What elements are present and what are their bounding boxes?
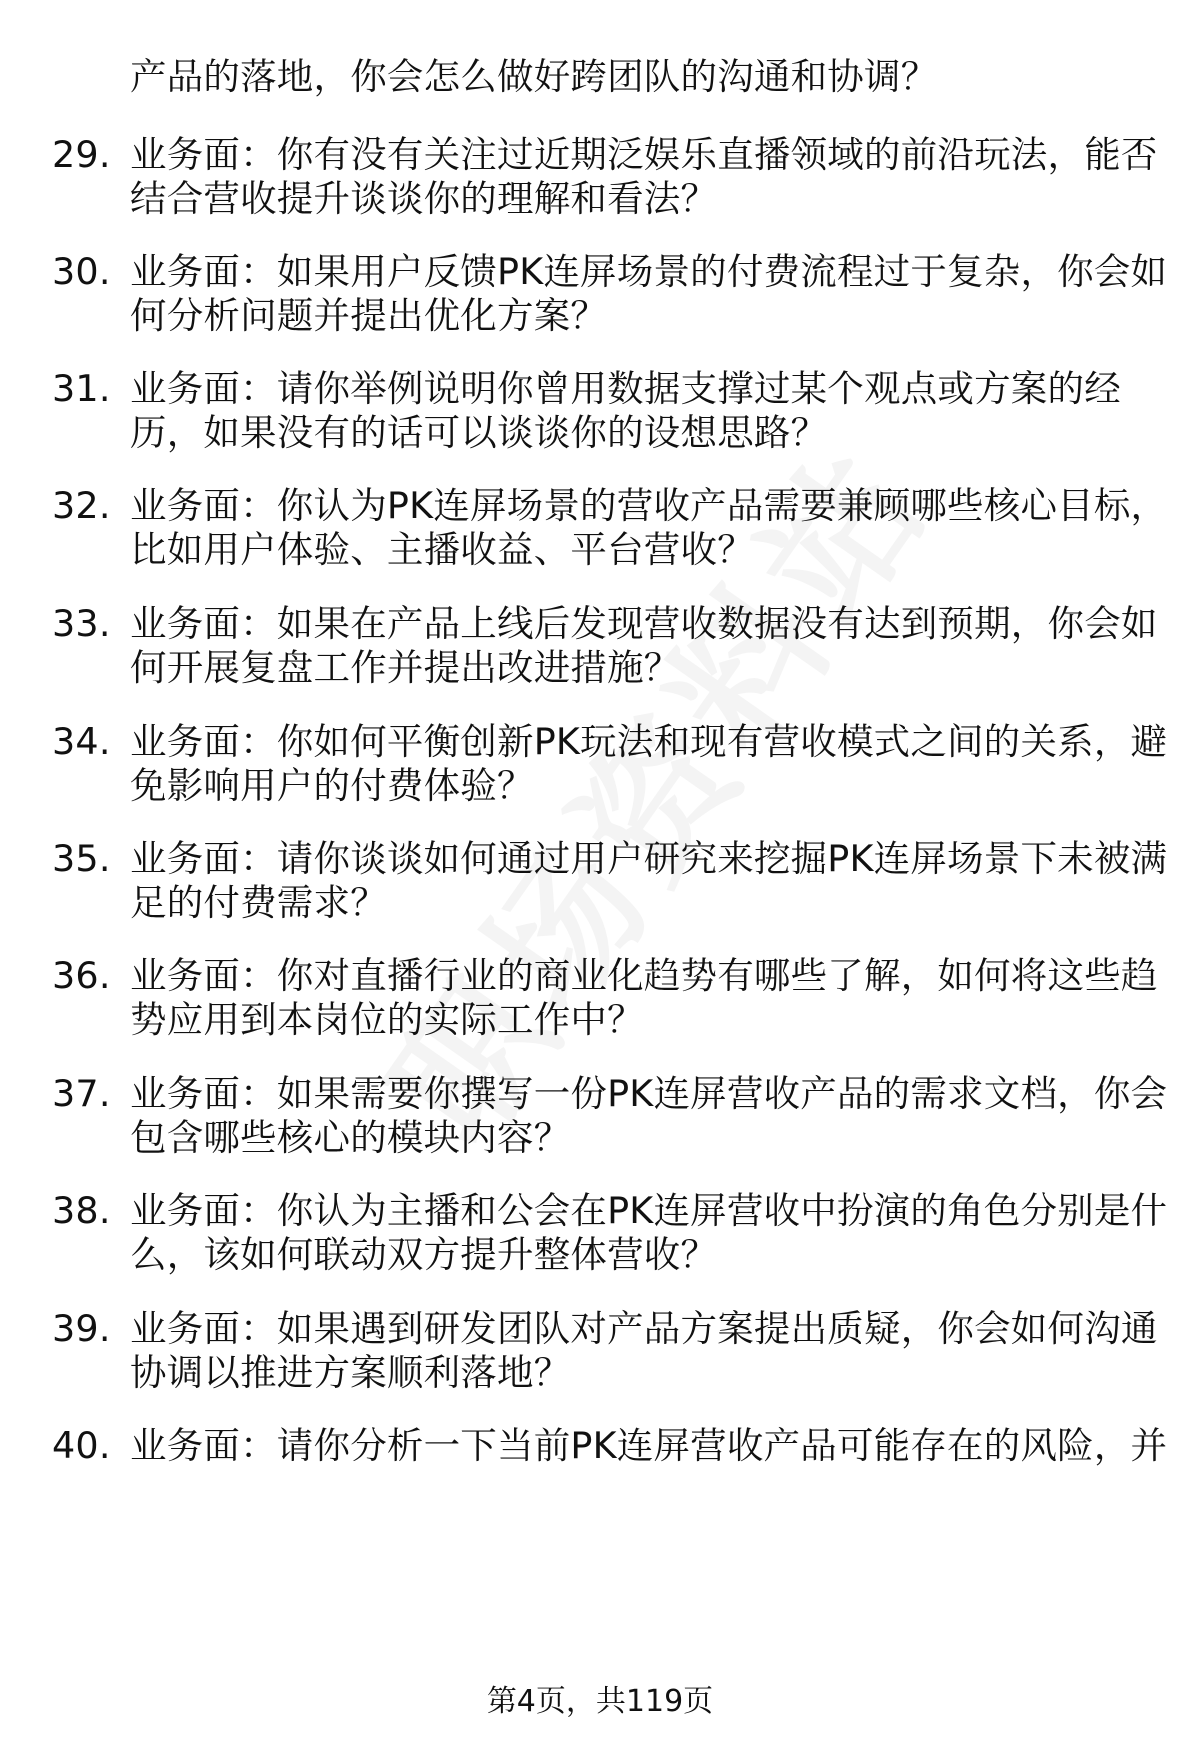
item-text-line1: 业务面：如果遇到研发团队对产品方案提出质疑，你会如何沟通 bbox=[130, 1307, 1158, 1350]
item-text-line1: 业务面：你如何平衡创新PK玩法和现有营收模式之间的关系，避 bbox=[130, 720, 1168, 763]
item-number: 39. bbox=[52, 1307, 111, 1350]
item-text-line2: 足的付费需求？ bbox=[130, 881, 387, 924]
item-text-line1: 业务面：你对直播行业的商业化趋势有哪些了解，如何将这些趋 bbox=[130, 954, 1158, 997]
item-number: 36. bbox=[52, 954, 111, 997]
item-number: 33. bbox=[52, 602, 111, 645]
item-number: 35. bbox=[52, 837, 111, 880]
item-text-line2: 包含哪些核心的模块内容？ bbox=[130, 1116, 571, 1159]
item-text-line1: 业务面：请你分析一下当前PK连屏营收产品可能存在的风险，并 bbox=[130, 1424, 1168, 1467]
continuation-line: 产品的落地，你会怎么做好跨团队的沟通和协调？ bbox=[130, 55, 938, 98]
item-text-line1: 业务面：请你举例说明你曾用数据支撑过某个观点或方案的经 bbox=[130, 367, 1121, 410]
item-text-line1: 业务面：如果需要你撰写一份PK连屏营收产品的需求文档，你会 bbox=[130, 1072, 1168, 1115]
item-text-line2: 比如用户体验、主播收益、平台营收？ bbox=[130, 528, 754, 571]
item-text-line2: 何开展复盘工作并提出改进措施？ bbox=[130, 646, 681, 689]
item-number: 32. bbox=[52, 484, 111, 527]
item-text-line1: 业务面：如果用户反馈PK连屏场景的付费流程过于复杂，你会如 bbox=[130, 250, 1168, 293]
item-number: 29. bbox=[52, 133, 111, 176]
item-text-line1: 业务面：请你谈谈如何通过用户研究来挖掘PK连屏场景下未被满 bbox=[130, 837, 1168, 880]
item-text-line2: 免影响用户的付费体验？ bbox=[130, 764, 534, 807]
item-number: 30. bbox=[52, 250, 111, 293]
item-text-line2: 协调以推进方案顺利落地？ bbox=[130, 1351, 571, 1394]
item-number: 31. bbox=[52, 367, 111, 410]
item-text-line1: 业务面：你认为PK连屏场景的营收产品需要兼顾哪些核心目标， bbox=[130, 484, 1168, 527]
item-number: 37. bbox=[52, 1072, 111, 1115]
item-text-line2: 势应用到本岗位的实际工作中？ bbox=[130, 998, 644, 1041]
item-number: 34. bbox=[52, 720, 111, 763]
item-text-line2: 结合营收提升谈谈你的理解和看法？ bbox=[130, 177, 718, 220]
item-text-line1: 业务面：如果在产品上线后发现营收数据没有达到预期，你会如 bbox=[130, 602, 1158, 645]
item-text-line1: 业务面：你有没有关注过近期泛娱乐直播领域的前沿玩法，能否 bbox=[130, 133, 1158, 176]
item-text-line2: 么，该如何联动双方提升整体营收？ bbox=[130, 1233, 718, 1276]
item-text-line1: 业务面：你认为主播和公会在PK连屏营收中扮演的角色分别是什 bbox=[130, 1189, 1168, 1232]
item-number: 40. bbox=[52, 1424, 111, 1467]
item-text-line2: 历，如果没有的话可以谈谈你的设想思路？ bbox=[130, 411, 828, 454]
page-footer: 第4页，共119页 bbox=[486, 1684, 714, 1719]
item-text-line2: 何分析问题并提出优化方案？ bbox=[130, 294, 608, 337]
item-number: 38. bbox=[52, 1189, 111, 1232]
